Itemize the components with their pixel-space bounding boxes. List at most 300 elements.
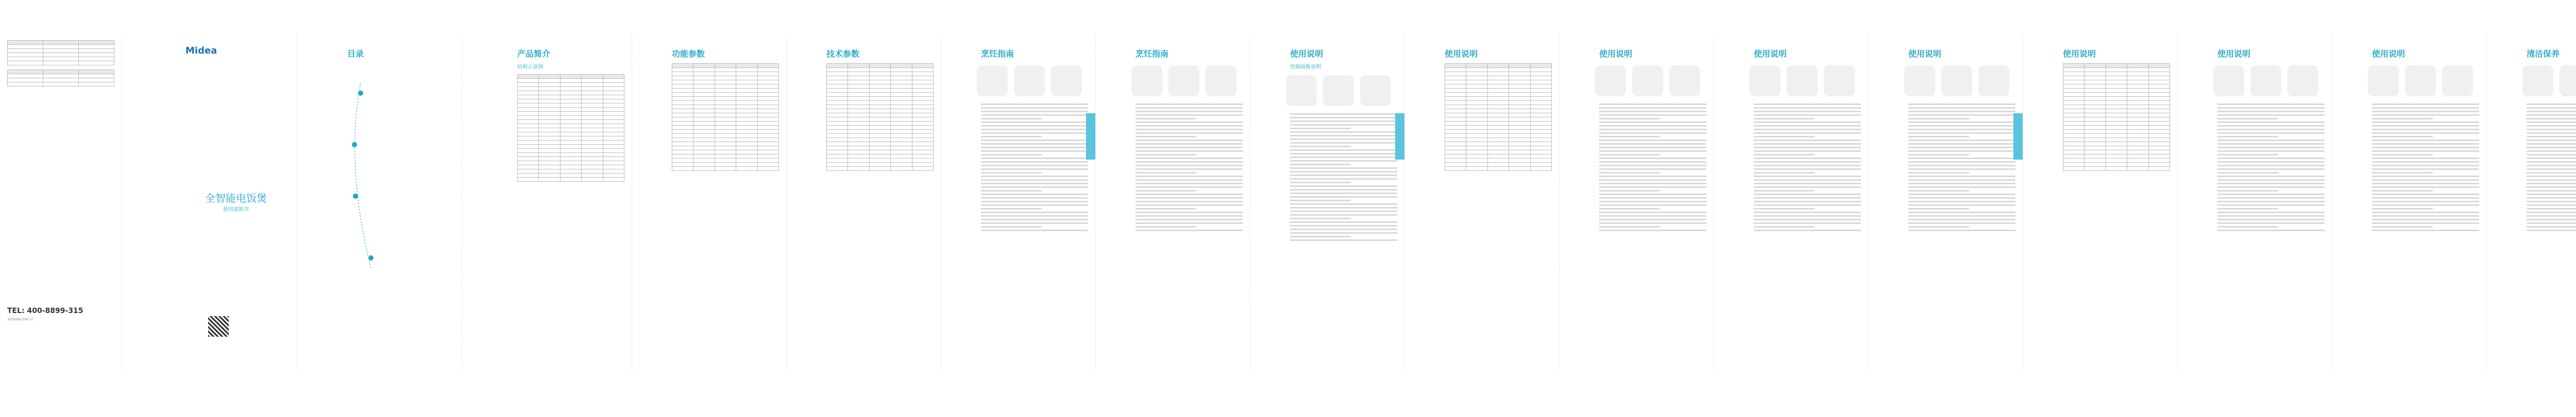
text-line [2527, 154, 2576, 155]
text-line [1908, 150, 2015, 152]
text-line [981, 150, 1088, 152]
text-line [1908, 201, 2015, 202]
text-line [2217, 140, 2325, 141]
spec-table-2 [7, 70, 114, 86]
illustration-icon [977, 65, 1008, 96]
text-line [2217, 165, 2325, 166]
text-line [981, 222, 1088, 224]
page-title: 使用说明 [1445, 49, 1478, 59]
text-line [2217, 222, 2325, 224]
text-line [1908, 190, 1969, 192]
text-line [2217, 121, 2325, 123]
text-line [2527, 118, 2576, 119]
text-line [1908, 208, 1969, 210]
text-line [1754, 201, 1861, 202]
text-line [1599, 111, 1706, 112]
text-line [1136, 129, 1243, 130]
text-line [1908, 197, 2015, 199]
text-line [1136, 147, 1243, 148]
text-line [1908, 176, 2015, 177]
text-line [2217, 136, 2278, 137]
text-line [981, 176, 1088, 177]
page-title: 使用说明 [1290, 49, 1324, 59]
text-line [1599, 208, 1660, 210]
illustration-icon [1014, 65, 1045, 96]
text-line [1290, 146, 1351, 147]
text-line [1290, 138, 1397, 140]
text-line [1754, 129, 1861, 130]
text-line [2217, 204, 2325, 206]
data-table [517, 74, 624, 182]
text-line [1290, 142, 1397, 144]
text-line [1754, 140, 1861, 141]
illustration-icon [2522, 65, 2553, 96]
text-line [1908, 230, 2015, 231]
text-line [1754, 114, 1861, 116]
text-line [1599, 201, 1706, 202]
text-line [2372, 208, 2433, 210]
text-line [2372, 158, 2479, 159]
back-cover-panel [0, 36, 122, 371]
data-table [826, 63, 934, 171]
text-line [2372, 140, 2479, 141]
text-line [1754, 111, 1861, 112]
text-line [1136, 111, 1243, 112]
text-line [1599, 136, 1660, 137]
text-line [1136, 176, 1243, 177]
text-line [1290, 120, 1397, 122]
midea-logo: Midea [185, 45, 217, 56]
text-line [2372, 226, 2433, 228]
text-line [2217, 183, 2325, 184]
text-line [1754, 215, 1861, 217]
text-line [981, 215, 1088, 217]
text-line [1599, 204, 1706, 206]
text-line [1599, 183, 1706, 184]
illustration-icon [1168, 65, 1199, 96]
text-line [2217, 111, 2325, 112]
text-line [981, 179, 1088, 181]
text-line [1754, 168, 1861, 170]
text-line [2527, 226, 2576, 228]
text-line [1599, 194, 1706, 195]
text-line [981, 154, 1042, 155]
text-line [1908, 158, 2015, 159]
text-line [1290, 239, 1397, 241]
text-line [981, 158, 1088, 159]
text-line [2217, 125, 2325, 127]
manual-page [1592, 36, 1714, 371]
illustration-icon [2287, 65, 2318, 96]
text-line [1908, 111, 2015, 112]
section-tab [2013, 113, 2023, 160]
text-line [1136, 183, 1243, 184]
text-line [2372, 179, 2479, 181]
manual-page [1128, 36, 1250, 371]
text-line [981, 114, 1088, 116]
text-line [2372, 190, 2433, 192]
text-line [1136, 132, 1243, 134]
text-line [1136, 158, 1243, 159]
text-line [2217, 197, 2325, 199]
text-line [2372, 194, 2479, 195]
text-line [981, 118, 1042, 119]
data-table [672, 63, 779, 171]
text-line [1599, 129, 1706, 130]
text-line [2527, 129, 2576, 130]
text-line [2527, 201, 2576, 202]
text-line [1290, 164, 1351, 165]
illustration-icon [1750, 65, 1781, 96]
text-line [1136, 121, 1243, 123]
text-line [1290, 203, 1397, 205]
page-title: 烹饪指南 [1136, 49, 1169, 59]
text-line [2527, 215, 2576, 217]
text-line [1290, 171, 1397, 172]
manual-page [2210, 36, 2332, 371]
text-line [1599, 179, 1706, 181]
text-line [2527, 190, 2576, 192]
page-title: 使用说明 [2063, 49, 2096, 59]
text-line [1290, 149, 1397, 151]
text-line [2527, 172, 2576, 173]
manual-page [819, 36, 941, 371]
text-line [1136, 190, 1196, 192]
data-table [1445, 63, 1552, 171]
text-line [1754, 190, 1815, 192]
text-line [1599, 190, 1660, 192]
text-line [1754, 143, 1861, 145]
text-line [1908, 165, 2015, 166]
text-line [1754, 212, 1861, 213]
text-line [1136, 114, 1243, 116]
text-line [1908, 226, 1969, 228]
text-line [1908, 114, 2015, 116]
text-line [981, 183, 1088, 184]
text-line [1290, 214, 1397, 216]
text-line [1290, 135, 1397, 136]
illustration-icon [1824, 65, 1855, 96]
text-line [1136, 226, 1196, 228]
text-line [1136, 222, 1243, 224]
text-line [2372, 219, 2479, 220]
manual-page [2519, 36, 2576, 371]
text-line [2372, 161, 2479, 163]
text-line [2372, 172, 2433, 173]
text-line [1136, 201, 1243, 202]
toc-title: 目录 [347, 49, 364, 59]
text-line [1136, 212, 1243, 213]
text-line [2217, 208, 2278, 210]
text-line [1754, 107, 1861, 109]
text-line [1599, 114, 1706, 116]
text-line [1290, 153, 1397, 154]
text-line [1136, 219, 1243, 220]
text-line [2217, 190, 2278, 192]
text-line [2527, 219, 2576, 220]
text-line [1599, 154, 1660, 155]
text-line [1908, 219, 2015, 220]
illustration-icon [1941, 65, 1972, 96]
text-line [1290, 182, 1351, 183]
text-line [1599, 176, 1706, 177]
manual-page [2365, 36, 2487, 371]
text-line [1290, 124, 1397, 126]
text-line [1136, 161, 1243, 163]
text-line [1754, 230, 1861, 231]
text-line [1290, 175, 1397, 176]
text-line [1908, 183, 2015, 184]
text-line [1599, 165, 1706, 166]
illustration-icon [1206, 65, 1236, 96]
text-line [1599, 172, 1660, 173]
text-line [2372, 136, 2433, 137]
text-line [2372, 114, 2479, 116]
text-line [2372, 154, 2433, 155]
text-line [1908, 212, 2015, 213]
illustration-icon [1669, 65, 1700, 96]
text-line [1136, 179, 1243, 181]
text-line [1599, 222, 1706, 224]
text-line [2217, 107, 2325, 109]
illustration-icon [1323, 75, 1354, 106]
text-line [1754, 204, 1861, 206]
qr-code-icon [208, 316, 229, 337]
page-subtitle: 控制面板说明 [1290, 64, 1321, 70]
text-line [1908, 186, 2015, 188]
text-line [981, 197, 1088, 199]
page-title: 使用说明 [2372, 49, 2405, 59]
text-line [2372, 107, 2479, 109]
illustration-icon [2368, 65, 2399, 96]
text-line [1599, 121, 1706, 123]
text-line [1599, 147, 1706, 148]
text-line [2217, 161, 2325, 163]
text-line [1136, 215, 1243, 217]
text-line [1908, 132, 2015, 134]
text-line [981, 161, 1088, 163]
page-title: 使用说明 [2217, 49, 2251, 59]
text-line [2217, 194, 2325, 195]
text-line [2372, 143, 2479, 145]
text-line [1599, 107, 1706, 109]
text-line [2527, 208, 2576, 210]
text-line [2527, 161, 2576, 163]
text-line [1754, 121, 1861, 123]
text-line [981, 226, 1042, 228]
text-line [1599, 226, 1660, 228]
text-line [981, 132, 1088, 134]
text-line [1908, 222, 2015, 224]
manual-page [665, 36, 787, 371]
text-line [2217, 143, 2325, 145]
text-line [1290, 229, 1397, 230]
text-line [1908, 121, 2015, 123]
text-line [2372, 132, 2479, 134]
illustration-icon [1787, 65, 1818, 96]
front-cover-panel [175, 36, 297, 371]
text-line [1754, 154, 1815, 155]
page-title: 技术参数 [826, 49, 860, 59]
text-line [1754, 176, 1861, 177]
text-line [1754, 165, 1861, 166]
text-line [981, 219, 1088, 220]
text-line [981, 186, 1088, 188]
text-line [2217, 150, 2325, 152]
text-line [981, 121, 1088, 123]
text-line [2527, 230, 2576, 231]
text-line [2527, 125, 2576, 127]
illustration-icon [1632, 65, 1663, 96]
manual-page [974, 36, 1096, 371]
text-line [1754, 172, 1815, 173]
text-line [2527, 212, 2576, 213]
text-line [2527, 114, 2576, 116]
text-line [2372, 212, 2479, 213]
text-line [1754, 197, 1861, 199]
text-line [1754, 186, 1861, 188]
text-line [1599, 197, 1706, 199]
text-line [2372, 165, 2479, 166]
text-line [2527, 136, 2576, 137]
text-line [1136, 165, 1243, 166]
text-line [2372, 201, 2479, 202]
text-line [2372, 176, 2479, 177]
text-line [2372, 222, 2479, 224]
text-line [2217, 154, 2278, 155]
text-line [1136, 143, 1243, 145]
text-line [1290, 211, 1397, 212]
text-line [1754, 103, 1861, 105]
text-line [2527, 107, 2576, 109]
text-line [1908, 179, 2015, 181]
text-line [1136, 168, 1243, 170]
page-title: 使用说明 [1599, 49, 1633, 59]
text-line [981, 136, 1042, 137]
toc-panel [340, 36, 462, 371]
text-line [2372, 129, 2479, 130]
text-line [981, 125, 1088, 127]
text-line [1290, 236, 1351, 237]
text-line [2217, 132, 2325, 134]
text-line [2217, 114, 2325, 116]
text-line [1136, 194, 1243, 195]
text-line [2372, 121, 2479, 123]
text-line [1908, 172, 1969, 173]
text-line [2372, 230, 2479, 231]
text-line [981, 204, 1088, 206]
data-table [2063, 63, 2170, 171]
text-line [1290, 117, 1397, 118]
text-line [1908, 143, 2015, 145]
text-line [1290, 218, 1351, 219]
text-line [1908, 168, 2015, 170]
text-line [981, 168, 1088, 170]
text-line [2372, 168, 2479, 170]
text-line [2372, 183, 2479, 184]
page-title: 使用说明 [1754, 49, 1787, 59]
text-line [1599, 186, 1706, 188]
text-line [981, 103, 1088, 105]
text-line [981, 190, 1042, 192]
text-line [981, 111, 1088, 112]
text-line [2217, 212, 2325, 213]
text-line [2527, 186, 2576, 188]
page-title: 清洁保养 [2527, 49, 2560, 59]
text-line [1754, 226, 1815, 228]
text-line [1136, 208, 1196, 210]
text-line [1599, 140, 1706, 141]
text-line [2217, 118, 2278, 119]
text-line [1290, 232, 1397, 234]
text-line [1290, 128, 1351, 129]
text-line [1754, 136, 1815, 137]
text-line [2527, 147, 2576, 148]
text-line [2372, 150, 2479, 152]
text-line [1908, 147, 2015, 148]
text-line [1908, 118, 1969, 119]
text-line [1290, 157, 1397, 158]
text-line [1908, 107, 2015, 109]
spec-table [7, 40, 114, 65]
text-line [1136, 204, 1243, 206]
text-line [2372, 103, 2479, 105]
text-line [2527, 168, 2576, 170]
text-line [2217, 158, 2325, 159]
text-line [1754, 179, 1861, 181]
text-line [2527, 176, 2576, 177]
text-line [981, 147, 1088, 148]
text-line [2527, 111, 2576, 112]
illustration-icon [2213, 65, 2244, 96]
text-line [2527, 165, 2576, 166]
text-line [981, 143, 1088, 145]
text-line [1599, 230, 1706, 231]
text-line [981, 129, 1088, 130]
illustration-icon [2250, 65, 2281, 96]
text-line [1290, 178, 1397, 180]
text-line [1599, 161, 1706, 163]
text-line [981, 165, 1088, 166]
text-line [2527, 204, 2576, 206]
text-line [1136, 197, 1243, 199]
text-line [2372, 147, 2479, 148]
text-line [1599, 118, 1660, 119]
text-line [2372, 118, 2433, 119]
text-line [2527, 143, 2576, 145]
illustration-icon [1595, 65, 1626, 96]
text-line [1908, 136, 1969, 137]
text-line [981, 201, 1088, 202]
text-line [1908, 161, 2015, 163]
text-line [1290, 200, 1351, 201]
illustration-icon [1904, 65, 1935, 96]
text-line [1290, 221, 1397, 223]
section-tab [1395, 113, 1404, 160]
text-line [1754, 219, 1861, 220]
text-line [1290, 189, 1397, 190]
text-line [1599, 125, 1706, 127]
text-line [1599, 143, 1706, 145]
text-line [1290, 167, 1397, 169]
text-line [1908, 125, 2015, 127]
text-line [1754, 183, 1861, 184]
text-line [2527, 194, 2576, 195]
text-line [1754, 161, 1861, 163]
manual-page [1283, 36, 1405, 371]
text-line [2372, 215, 2479, 217]
text-line [1290, 185, 1397, 187]
